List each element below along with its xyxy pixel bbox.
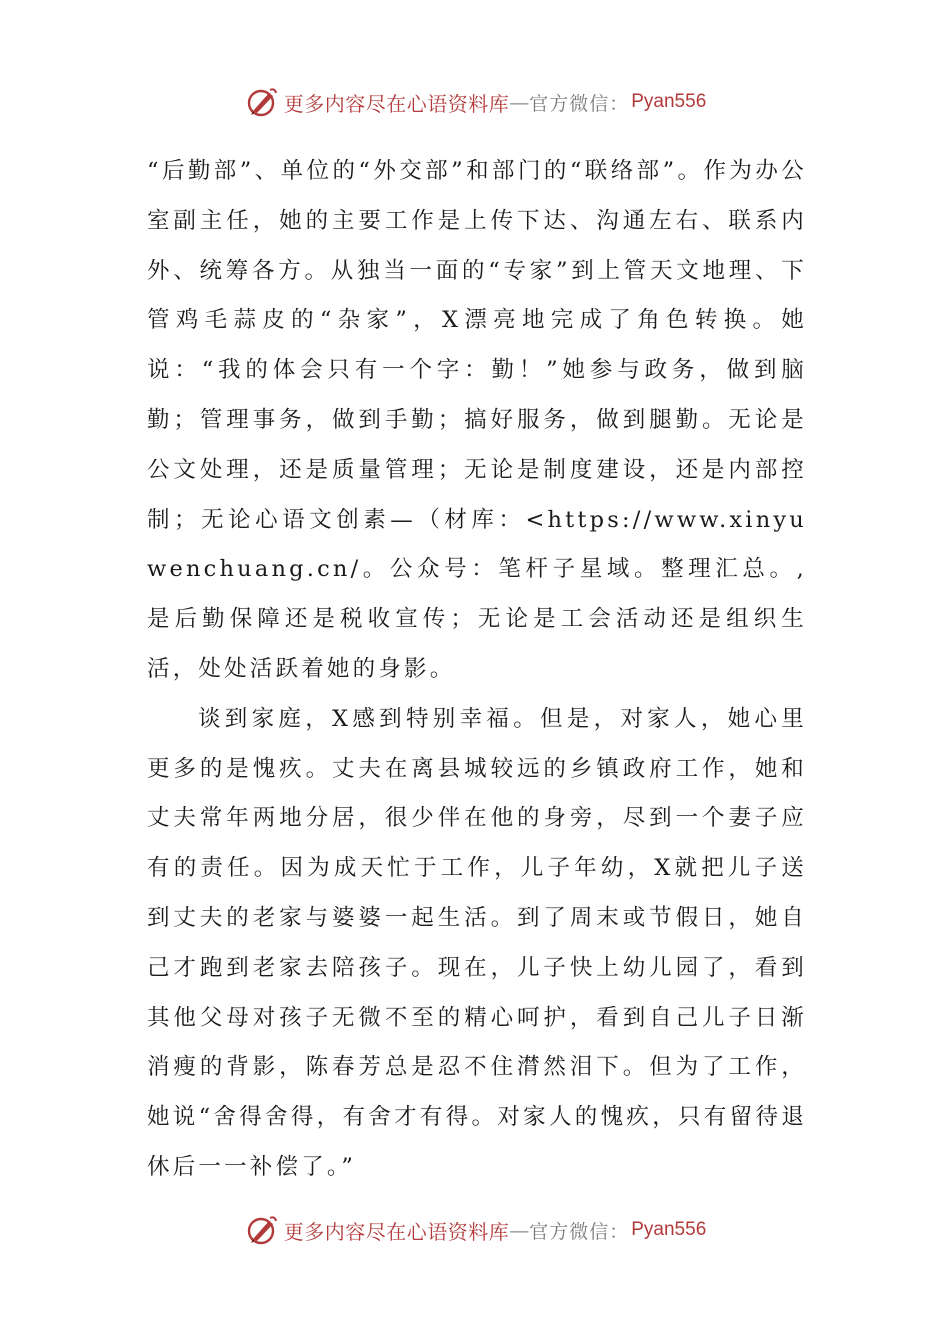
pen-circle-logo-icon — [244, 84, 280, 120]
banner-wechat-id: Pyan556 — [631, 1219, 707, 1240]
paragraph-1: “后勤部”、单位的“外交部”和部门的“联络部”。作为办公室副主任，她的主要工作是上传下达、沟通左右、联系内外、统筹各方。从独当一面的“专家”到上管天文地理、下管鸡毛蒜皮的“杂家”，X漂亮地完成了角色转换。她说：“我的体会只有一个字：勤！”她参与政务，做到脑勤；管理事务，做到手勤；搞好服务，做到腿勤。无论是公文处理，还是质量管理；无论是制度建设，还是内部控制；无论心语文创素—（材库：<https://www.xinyuwenchuang.cn/。公众号：笔杆子星域。整理汇总。,是后勤保障还是税收宣传；无论是工会活动还是组织生活，处处活跃着她的身影。 — [147, 158, 807, 682]
footer-banner — [0, 1208, 950, 1252]
banner-wechat-id: Pyan556 — [631, 91, 707, 112]
pen-circle-logo-icon — [244, 1212, 280, 1248]
banner-official-label: 官方微信： — [529, 1220, 630, 1243]
banner-brand: 更多内容尽在心语资料库 — [283, 91, 510, 116]
banner-separator: — — [509, 90, 530, 114]
document-body — [147, 147, 807, 1193]
banner-official-label: 官方微信： — [529, 92, 630, 115]
banner-separator: — — [509, 1218, 530, 1242]
banner-brand: 更多内容尽在心语资料库 — [283, 1219, 510, 1244]
header-banner — [0, 80, 950, 124]
paragraph-2: 谈到家庭，X感到特别幸福。但是，对家人，她心里更多的是愧疚。丈夫在离县城较远的乡镇政府工作，她和丈夫常年两地分居，很少伴在他的身旁，尽到一个妻子应有的责任。因为成天忙于工作，儿子年幼，X就把儿子送到丈夫的老家与婆婆一起生活。到了周末或节假日，她自己才跑到老家去陪孩子。现在，儿子快上幼儿园了，看到其他父母对孩子无微不至的精心呵护，看到自己儿子日渐消瘦的背影，陈春芳总是忍不住潸然泪下。但为了工作，她说“舍得舍得，有舍才有得。对家人的愧疚，只有留待退休后一一补偿了。” — [147, 705, 807, 1180]
